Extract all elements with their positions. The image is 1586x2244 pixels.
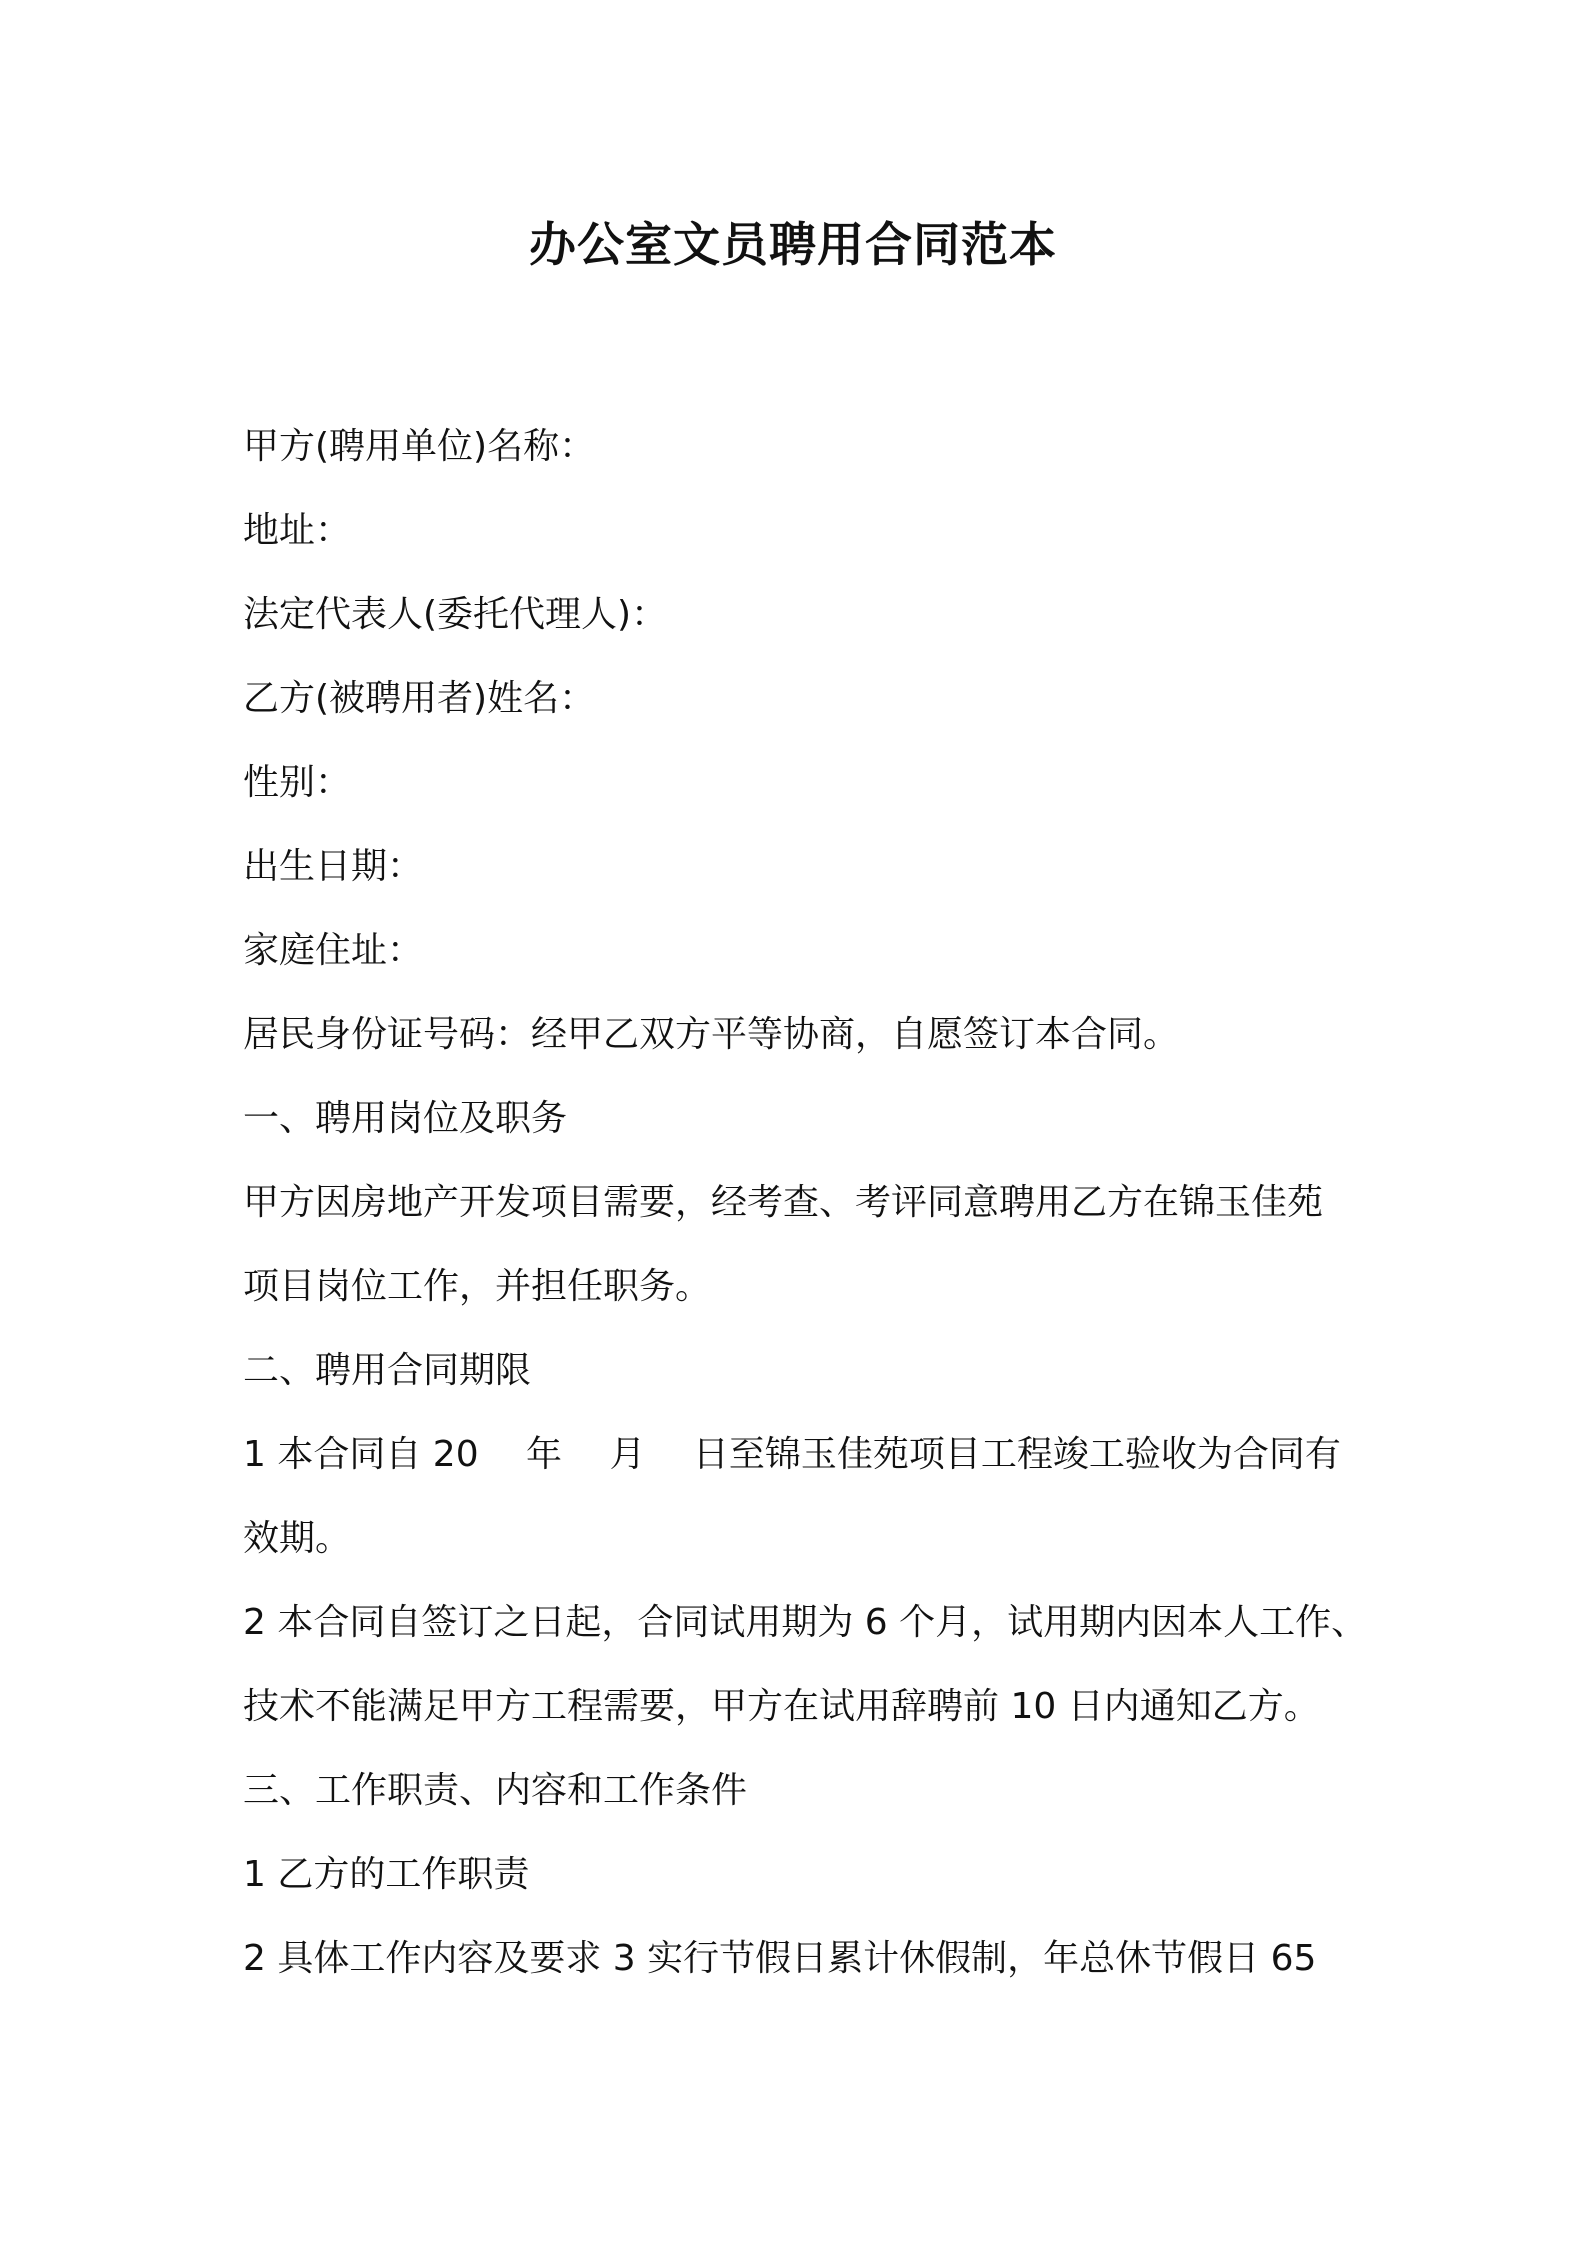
- birth-date-line: 出生日期：: [243, 846, 424, 887]
- legal-representative-line: 法定代表人(委托代理人)：: [243, 594, 668, 635]
- paragraph-line: 1 乙方的工作职责: [243, 1854, 530, 1895]
- section-heading-3: 三、工作职责、内容和工作条件: [243, 1770, 748, 1811]
- home-address-line: 家庭住址：: [243, 930, 424, 971]
- contract-body: [243, 405, 1368, 2001]
- document-title: 办公室文员聘用合同范本: [529, 218, 1057, 273]
- paragraph-line: 2 具体工作内容及要求 3 实行节假日累计休假制，年总休节假日 65: [243, 1938, 1317, 1979]
- party-a-name-line: 甲方(聘用单位)名称：: [243, 426, 596, 467]
- section-heading-2: 二、聘用合同期限: [243, 1350, 532, 1391]
- paragraph-line: 1 本合同自 20 年 月 日至锦玉佳苑项目工程竣工验收为合同有: [243, 1434, 1341, 1475]
- paragraph-line: 效期。: [243, 1518, 352, 1559]
- paragraph-line: 项目岗位工作，并担任职务。: [243, 1266, 712, 1307]
- paragraph-line: 甲方因房地产开发项目需要，经考查、考评同意聘用乙方在锦玉佳苑: [243, 1182, 1324, 1223]
- party-b-name-line: 乙方(被聘用者)姓名：: [243, 678, 596, 719]
- section-heading-1: 一、聘用岗位及职务: [243, 1098, 568, 1139]
- paragraph-line: 技术不能满足甲方工程需要，甲方在试用辞聘前 10 日内通知乙方。: [243, 1686, 1320, 1727]
- id-number-line: 居民身份证号码：经甲乙双方平等协商，自愿签订本合同。: [243, 1014, 1180, 1055]
- paragraph-line: 2 本合同自签订之日起，合同试用期为 6 个月，试用期内因本人工作、: [243, 1602, 1368, 1643]
- gender-line: 性别：: [243, 762, 352, 803]
- address-line: 地址：: [243, 510, 352, 551]
